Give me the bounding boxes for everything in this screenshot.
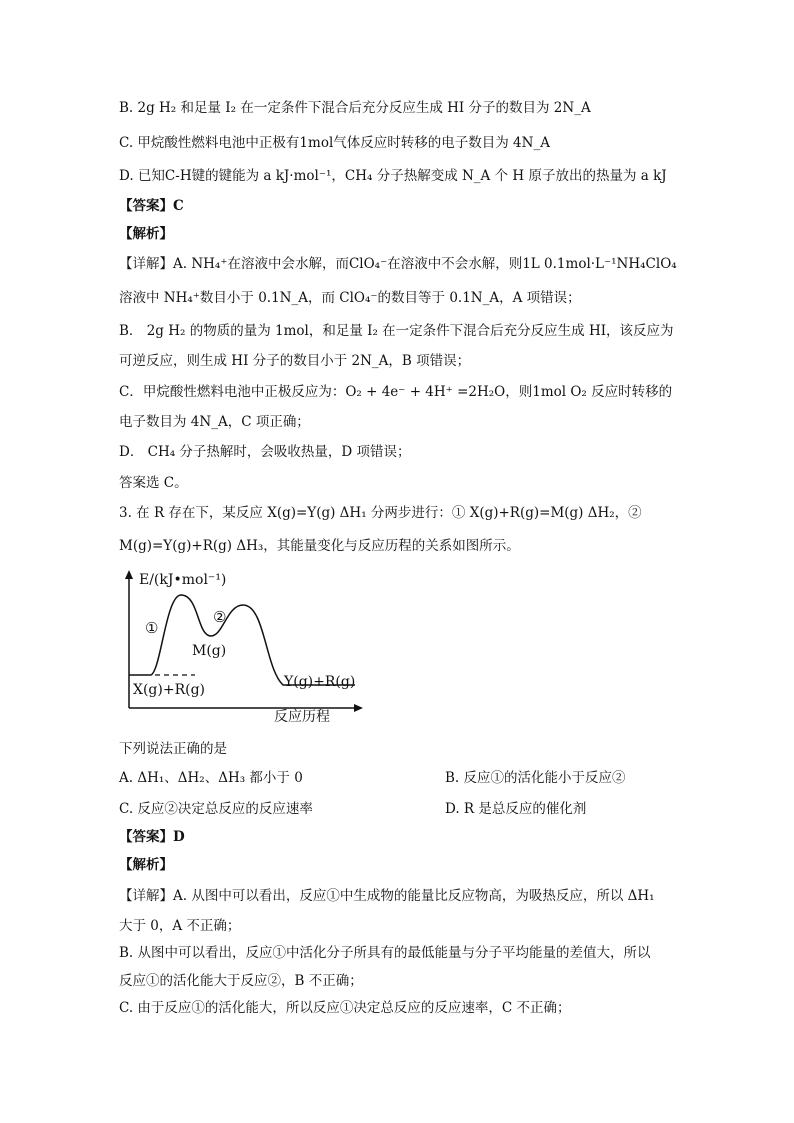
q3-stem-line-1: 3. 在 R 存在下，某反应 X(g)=Y(g) ΔH₁ 分两步进行：① X(g)+R(g)=M(g) ΔH₂，② xyxy=(119,505,642,521)
q2-analysis-heading: 【解析】 xyxy=(119,226,173,242)
products-label: Y(g)+R(g) xyxy=(284,674,356,690)
q3-option-a: A. ΔH₁、ΔH₂、ΔH₃ 都小于 0 xyxy=(119,770,303,786)
q3-option-c: C. 反应②决定总反应的反应速率 xyxy=(119,801,313,817)
q2-detail-line-6: 电子数目为 4N_A，C 项正确； xyxy=(119,414,310,430)
q2-conclusion: 答案选 C。 xyxy=(119,475,188,491)
q2-option-d: D. 已知C-H键的键能为 a kJ·mol⁻¹，CH₄ 分子热解变成 N_A 个 H 原子放出的热量为 a kJ xyxy=(119,168,667,184)
reactants-label: X(g)+R(g) xyxy=(133,682,206,698)
q3-option-b: B. 反应①的活化能小于反应② xyxy=(445,770,626,786)
q2-detail-line-3: B． 2g H₂ 的物质的量为 1mol，和足量 I₂ 在一定条件下混合后充分反应生成 HI，该反应为 xyxy=(119,323,674,339)
q2-option-b: B. 2g H₂ 和足量 I₂ 在一定条件下混合后充分反应生成 HI 分子的数目为 2N_A xyxy=(119,100,591,116)
y-axis-label: E/(kJ•mol⁻¹) xyxy=(139,572,227,588)
q3-analysis-heading: 【解析】 xyxy=(119,857,173,873)
q3-detail-line-2: 大于 0，A 不正确； xyxy=(119,918,241,934)
q2-detail-line-7: D． CH₄ 分子热解时，会吸收热量，D 项错误； xyxy=(119,444,411,460)
step1-label: ① xyxy=(145,619,159,637)
energy-curve xyxy=(129,595,355,685)
q2-detail-line-5: C．甲烷酸性燃料电池中正极反应为：O₂ + 4e⁻ + 4H⁺ =2H₂O，则1mol O₂ 反应时转移的 xyxy=(119,384,673,400)
y-axis-arrow xyxy=(125,570,133,579)
energy-profile-diagram xyxy=(119,568,364,728)
q2-detail-line-1: 【详解】A. NH₄⁺在溶液中会水解，而ClO₄⁻在溶液中不会水解，则1L 0.1mol·L⁻¹NH₄ClO₄ xyxy=(119,256,677,272)
q3-detail-line-1: 【详解】A. 从图中可以看出，反应①中生成物的能量比反应物高，为吸热反应，所以 ΔH₁ xyxy=(119,888,655,904)
q3-question: 下列说法正确的是 xyxy=(119,741,227,757)
q3-detail-line-5: C. 由于反应①的活化能大，所以反应①决定总反应的反应速率，C 不正确； xyxy=(119,1000,571,1016)
x-axis-label: 反应历程 xyxy=(274,709,330,725)
x-axis-arrow xyxy=(354,704,363,712)
q3-detail-line-4: 反应①的活化能大于反应②，B 不正确； xyxy=(119,973,363,989)
q2-answer: 【答案】C xyxy=(119,198,184,214)
q3-stem-line-2: M(g)=Y(g)+R(g) ΔH₃，其能量变化与反应历程的关系如图所示。 xyxy=(119,538,520,554)
q3-option-d: D. R 是总反应的催化剂 xyxy=(445,801,587,817)
q2-option-c: C. 甲烷酸性燃料电池中正极有1mol气体反应时转移的电子数目为 4N_A xyxy=(119,135,550,151)
q3-detail-line-3: B. 从图中可以看出，反应①中活化分子所具有的最低能量与分子平均能量的差值大，所以 xyxy=(119,945,651,961)
step2-label: ② xyxy=(213,608,227,626)
intermediate-label: M(g) xyxy=(192,643,227,659)
q3-answer: 【答案】D xyxy=(119,829,185,845)
q2-detail-line-4: 可逆反应，则生成 HI 分子的数目小于 2N_A，B 项错误； xyxy=(119,353,471,369)
q2-detail-line-2: 溶液中 NH₄⁺数目小于 0.1N_A，而 ClO₄⁻的数目等于 0.1N_A，A 项错误； xyxy=(119,290,581,306)
